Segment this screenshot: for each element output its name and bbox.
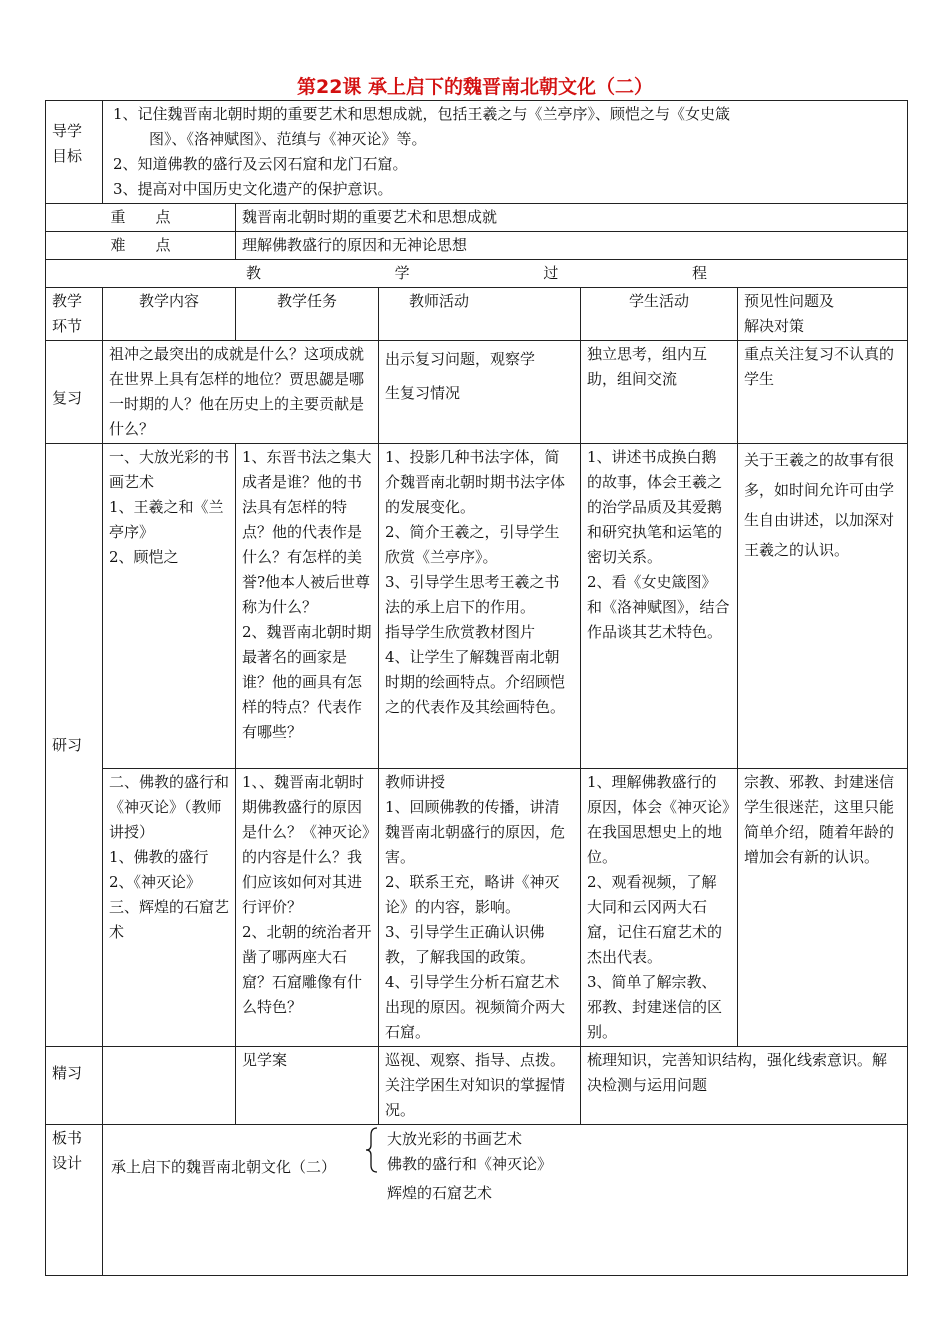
board-row [46, 1125, 908, 1276]
difficulty-label: 难 点 [46, 232, 236, 260]
study-teacher-1: 1、投影几种书法字体，简介魏晋南北朝时期书法字体的发展变化。 2、简介王羲之，引导学生欣赏《兰亭序》。 3、引导学生思考王羲之书法的承上启下的作用。 指导学生欣赏教材图片 4、让学生了解魏晋南北朝时期的绘画特点。介绍顾恺之的代表作及其绘画特色。 [379, 444, 581, 769]
page-title: 第22课 承上启下的魏晋南北朝文化（二） [296, 76, 654, 98]
column-header: 教师活动 [379, 288, 581, 341]
review-content: 祖冲之最突出的成就是什么？这项成就在世界上具有怎样的地位？贾思勰是哪一时期的人？他在历史上的主要贡献是什么？ [103, 341, 379, 444]
goal-line: 1、记住魏晋南北朝时期的重要艺术和思想成就，包括王羲之与《兰亭序》、顾恺之与《女史箴 [113, 105, 731, 123]
practice-task: 见学案 [236, 1047, 379, 1125]
goals-row [46, 101, 908, 204]
board-item: 辉煌的石窟艺术 [387, 1184, 493, 1202]
difficulty-text: 理解佛教盛行的原因和无神论思想 [236, 232, 908, 260]
stage-label: 精习 [46, 1047, 103, 1125]
review-strategy: 重点关注复习不认真的学生 [738, 341, 908, 444]
study-teacher-2: 教师讲授 1、回顾佛教的传播，讲清魏晋南北朝盛行的原因，危害。 2、联系王充，略讲《神灭论》的内容，影响。 3、引导学生正确认识佛教，了解我国的政策。 4、引导学生分析石窟艺术出现的原因。视频简介两大石窟。 [379, 769, 581, 1047]
process-header: 教学过程 [46, 260, 908, 288]
column-header: 教学任务 [236, 288, 379, 341]
column-header-row [46, 288, 908, 341]
goals-content [103, 101, 908, 204]
key-point-row [46, 204, 908, 232]
study-strategy-2: 宗教、邪教、封建迷信学生很迷茫，这里只能简单介绍，随着年龄的增加会有新的认识。 [738, 769, 908, 1047]
goals-label: 导学目标 [46, 101, 103, 204]
lesson-plan-table [45, 100, 908, 1276]
study-strategy-1: 关于王羲之的故事有很多，如时间允许可由学生自由讲述，以加深对王羲之的认识。 [738, 444, 908, 769]
study-task-1: 1、东晋书法之集大成者是谁？他的书法具有怎样的特点？他的代表作是什么？有怎样的美誉?他本人被后世尊称为什么？ 2、魏晋南北朝时期最著名的画家是谁？他的画具有怎样的特点？代表作有哪些？ [236, 444, 379, 769]
key-point-label: 重 点 [46, 204, 236, 232]
study-row-1 [46, 444, 908, 769]
column-header: 教学内容 [103, 288, 236, 341]
board-item: 大放光彩的书画艺术 [387, 1130, 523, 1148]
column-header: 教学 环节 [46, 288, 103, 341]
review-student: 独立思考，组内互助，组间交流 [581, 341, 738, 444]
study-content-1: 一、大放光彩的书画艺术 1、王羲之和《兰亭序》 2、顾恺之 [103, 444, 236, 769]
board-design [103, 1125, 908, 1276]
practice-student-strategy: 梳理知识，完善知识结构，强化线索意识。解决检测与运用问题 [581, 1047, 908, 1125]
study-content-2: 二、佛教的盛行和《神灭论》（教师讲授） 1、佛教的盛行 2、《神灭论》 三、辉煌的石窟艺术 [103, 769, 236, 1047]
goal-line: 3、提高对中国历史文化遗产的保护意识。 [113, 180, 393, 198]
board-label: 板书 设计 [46, 1125, 103, 1276]
review-teacher: 出示复习问题，观察学 生复习情况 [379, 341, 581, 444]
board-item: 佛教的盛行和《神灭论》 [387, 1155, 553, 1173]
column-header: 预见性问题及 解决对策 [738, 288, 908, 341]
difficulty-row [46, 232, 908, 260]
process-header-row [46, 260, 908, 288]
brace-icon [365, 1127, 379, 1173]
board-main-title: 承上启下的魏晋南北朝文化（二） [111, 1158, 337, 1176]
practice-row [46, 1047, 908, 1125]
stage-label: 复习 [46, 341, 103, 444]
study-student-1: 1、讲述书成换白鹅的故事，体会王羲之的治学品质及其爱鹅和研究执笔和运笔的密切关系。 2、看《女史箴图》和《洛神赋图》，结合作品谈其艺术特色。 [581, 444, 738, 769]
key-point-text: 魏晋南北朝时期的重要艺术和思想成就 [236, 204, 908, 232]
goal-line: 图》、《洛神赋图》、范缜与《神灭论》等。 [149, 130, 427, 148]
review-row [46, 341, 908, 444]
column-header: 学生活动 [581, 288, 738, 341]
goal-line: 2、知道佛教的盛行及云冈石窟和龙门石窟。 [113, 155, 408, 173]
stage-label: 研习 [46, 444, 103, 1047]
study-student-2: 1、理解佛教盛行的原因，体会《神灭论》在我国思想史上的地位。 2、观看视频，了解大同和云冈两大石窟，记住石窟艺术的杰出代表。 3、简单了解宗教、邪教、封建迷信的区别。 [581, 769, 738, 1047]
study-task-2: 1、、魏晋南北朝时期佛教盛行的原因是什么？《神灭论》的内容是什么？我们应该如何对其进行评价？ 2、北朝的统治者开凿了哪两座大石窟？石窟雕像有什么特色？ [236, 769, 379, 1047]
practice-content [103, 1047, 236, 1125]
study-row-2 [46, 769, 908, 1047]
practice-teacher: 巡视、观察、指导、点拨。关注学困生对知识的掌握情况。 [379, 1047, 581, 1125]
